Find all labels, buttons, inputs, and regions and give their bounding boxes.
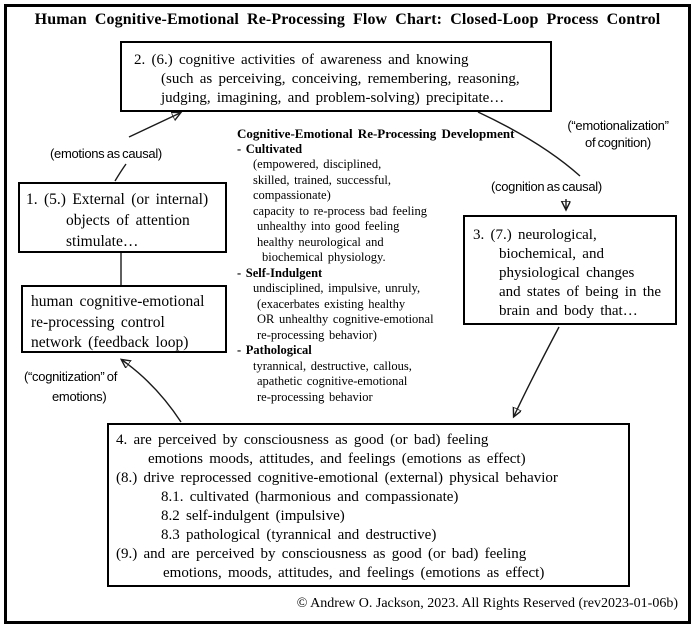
box-external-objects	[18, 182, 227, 253]
label-line: (“cognitization” of	[24, 369, 118, 384]
label-line: of cognition)	[585, 134, 651, 150]
box-line: human cognitive-emotional	[31, 293, 205, 310]
development-line: skilled, trained, successful,	[253, 172, 392, 187]
box-line: network (feedback loop)	[31, 334, 189, 351]
development-panel	[237, 126, 537, 405]
development-heading: Cognitive-Emotional Re-Processing Development	[237, 126, 515, 141]
box-line: objects of attention	[66, 212, 190, 229]
development-line: (exacerbates existing healthy	[257, 296, 406, 311]
development-line: capacity to re-process bad feeling	[253, 203, 427, 218]
development-line: undisciplined, impulsive, unruly,	[253, 281, 421, 295]
development-line: OR unhealthy cognitive-emotional	[257, 312, 434, 326]
box-cognitive-activities	[120, 41, 552, 112]
development-line: (empowered, disciplined,	[253, 157, 382, 171]
label-emotionalization-of-cognition	[552, 118, 684, 151]
box-line: brain and body that…	[499, 303, 638, 319]
development-line: healthy neurological and	[257, 234, 384, 249]
box-line: and states of being in the	[499, 284, 662, 300]
label-cognition-as-causal: (cognition as causal)	[491, 179, 602, 194]
box-line: biochemical, and	[499, 246, 604, 262]
box-line: (such as perceiving, conceiving, remembering, reasoning,	[161, 71, 520, 87]
box-control-network	[21, 285, 227, 353]
label-emotions-as-causal: (emotions as causal)	[50, 146, 162, 161]
arrow-attention-to-cognitive-lower	[115, 164, 126, 181]
box-line: 8.2 self-indulgent (impulsive)	[161, 508, 345, 524]
box-line: 1. (5.) External (or internal)	[26, 191, 209, 208]
development-line: tyrannical, destructive, callous,	[253, 358, 412, 373]
box-line: 2. (6.) cognitive activities of awareness and knowing	[134, 52, 469, 68]
box-line: emotions moods, attitudes, and feelings (emotions as effect)	[148, 451, 526, 467]
box-line: stimulate…	[66, 233, 139, 250]
box-line: emotions, moods, attitudes, and feelings (emotions as effect)	[163, 565, 545, 581]
development-line: apathetic cognitive-emotional	[257, 374, 408, 388]
label-cognitization-of-emotions	[24, 367, 144, 407]
development-line: re-processing behavior	[257, 389, 373, 404]
development-line: re-processing behavior)	[257, 327, 377, 342]
chart-title: Human Cognitive-Emotional Re-Processing Flow Chart: Closed-Loop Process Control	[34, 11, 661, 28]
box-line: (9.) and are perceived by consciousness as good (or bad) feeling	[116, 546, 527, 562]
box-line: physiological changes	[499, 265, 635, 281]
box-line: re-processing control	[31, 313, 165, 331]
development-line: compassionate)	[253, 188, 331, 202]
box-line: 4. are perceived by consciousness as good (or bad) feeling	[116, 432, 489, 448]
development-line: - Pathological	[237, 343, 312, 357]
copyright-notice: © Andrew O. Jackson, 2023. All Rights Reserved (rev2023-01-06b)	[296, 596, 678, 611]
box-line: (8.) drive reprocessed cognitive-emotional (external) physical behavior	[116, 470, 558, 486]
box-line: judging, imagining, and problem-solving) precipitate…	[161, 90, 505, 106]
label-line: (“emotionalization”	[567, 118, 669, 133]
development-line: unhealthy into good feeling	[257, 219, 400, 233]
development-line: biochemical physiology.	[262, 250, 386, 264]
label-line: emotions)	[52, 389, 107, 404]
box-line: 3. (7.) neurological,	[473, 227, 597, 243]
box-line: 8.1. cultivated (harmonious and compassionate)	[161, 489, 459, 505]
arrow-attention-to-cognitive-upper	[129, 113, 180, 137]
development-line: - Self-Indulgent	[237, 265, 323, 280]
box-line: 8.3 pathological (tyrannical and destructive)	[161, 527, 437, 543]
box-perceived-emotions	[107, 423, 630, 587]
development-line: - Cultivated	[237, 141, 303, 156]
